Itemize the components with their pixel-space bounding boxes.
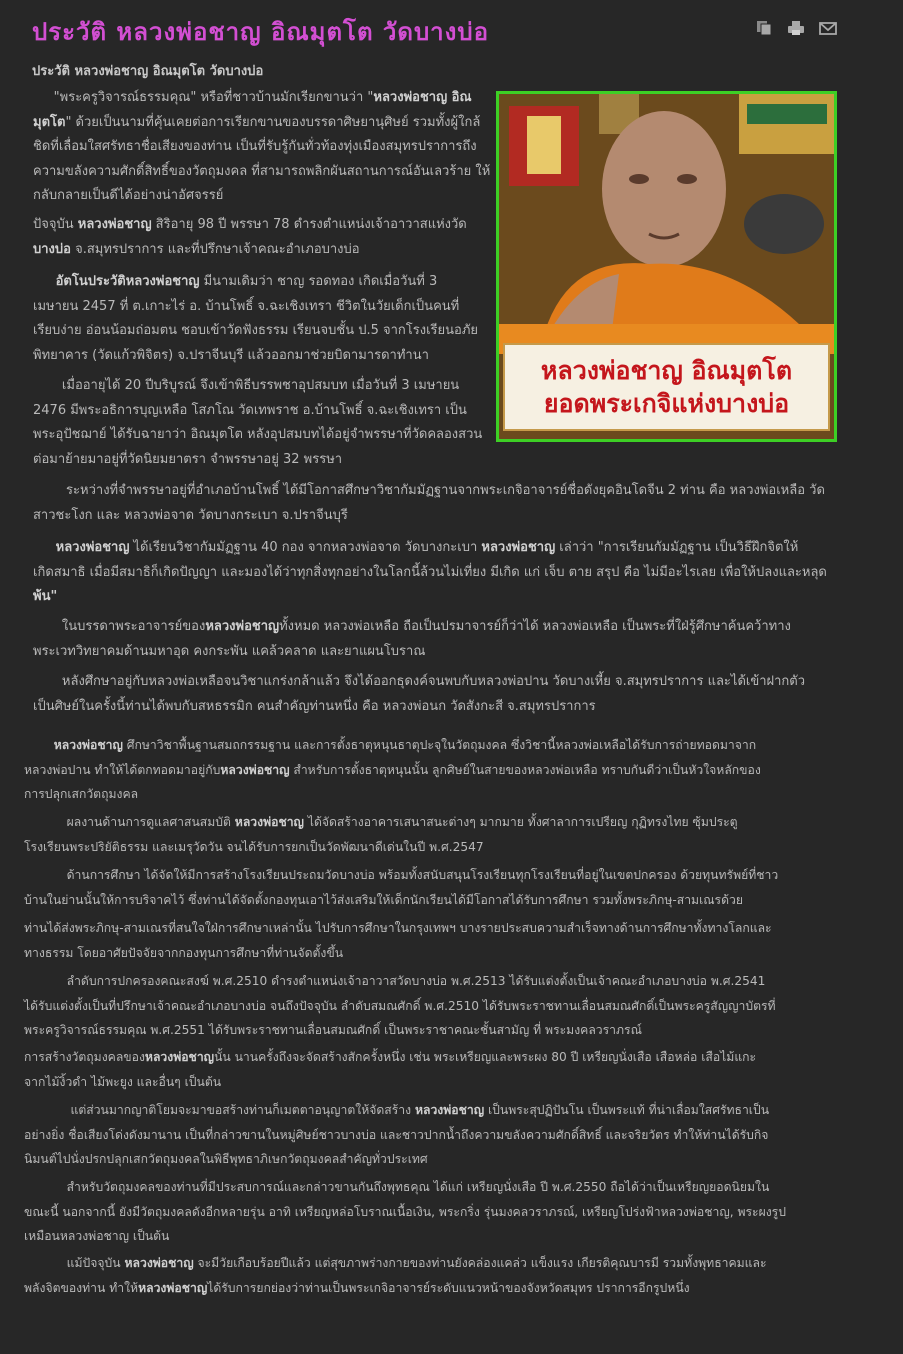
paragraph-line — [24, 758, 794, 783]
text-run: พระครูวิจารณ์ธรรมคุณ พ.ศ.2551 ได้รับพระราชทานเลื่อนสมณศักดิ์ เป็นพระราชาคณะชั้นสามัญ ที่ พระมงคลวราภรณ์ — [24, 1023, 642, 1037]
paragraph-line — [33, 561, 843, 586]
paragraph-line — [24, 994, 794, 1019]
text-run: ศึกษาวิชาพื้นฐานสมถกรรมฐาน และการตั้งธาตุหนุนธาตุปะจุในวัตถุมงคล ซึ่งวิชานี้หลวงพ่อเหลือได้รับการถ่ายทอดมาจาก — [122, 738, 757, 752]
paragraph-line — [24, 1147, 794, 1172]
text-run: การปลุกเสกวัตถุมงคล — [24, 787, 139, 801]
article-paragraph — [33, 615, 843, 664]
paragraph-line — [24, 733, 794, 758]
article-subtitle: ประวัติ หลวงพ่อชาญ อิณมุตโต วัดบางบ่อ — [32, 64, 264, 79]
paragraph-line — [33, 374, 489, 399]
text-run: ทั้งหมด หลวงพ่อเหลือ ถือเป็นปรมาจารย์ก็ว่าได้ หลวงพ่อเหลือ เป็นพระที่ใฝ่รู้ศึกษาค้นคว้าทาง — [279, 619, 791, 634]
caption-line-1: หลวงพ่อชาญ อิณมุตโต — [540, 356, 793, 385]
paragraph-line — [24, 1175, 794, 1200]
paragraph-line — [24, 810, 794, 835]
text-run: พิทยาคาร (วัดแก้วพิจิตร) จ.ปราจีนบุรี แล้วออกมาช่วยบิดามารดาทำนา — [33, 347, 429, 363]
article-paragraph — [24, 1098, 794, 1172]
paragraph-line — [33, 423, 489, 448]
text-run: ผลงานด้านการดูแลศาสนสมบัติ — [24, 815, 235, 829]
text-run: เมื่ออายุได้ 20 ปีบริบูรณ์ จึงเข้าพิธีบรรพชาอุปสมบท เมื่อวันที่ 3 เมษายน — [33, 378, 460, 393]
text-run: "พระครูวิจารณ์ธรรมคุณ" หรือที่ชาวบ้านมักเรียกขานว่า " — [33, 90, 374, 105]
text-run: 2476 มีพระอธิการบุญเหลือ โสภโณ วัดเทพราช อ.บ้านโพธิ์ จ.ฉะเชิงเทรา เป็น — [33, 402, 467, 418]
article-paragraph — [33, 670, 843, 719]
paragraph-line — [33, 536, 843, 561]
text-run: ในบรรดาพระอาจารย์ของ — [33, 619, 206, 634]
text-run: จะมีวัยเกือบร้อยปีแล้ว แต่สุขภาพร่างกายของท่านยังคล่องแคล่ว แข็งแรง เกียรติคุณบารมี รวมทั้งพุทธาคมและ — [193, 1256, 767, 1270]
text-run: เมษายน 2457 ที่ ต.เกาะไร่ อ. บ้านโพธิ์ จ.ฉะเชิงเทรา ชีวิตในวัยเด็กเป็นคนที่ — [33, 298, 460, 314]
paragraph-line — [33, 479, 843, 504]
text-run: ระหว่างที่จำพรรษาอยู่ที่อำเภอบ้านโพธิ์ ได้มีโอกาสศึกษาวิชากัมมัฏฐานจากพระเกจิอาจารย์ชื่อดังยุคอินโดจีน 2 ท่าน คือ หลวงพ่อเหลือ วัด — [33, 483, 825, 498]
image-caption — [503, 343, 830, 431]
paragraph-line — [33, 319, 489, 344]
text-run: การสร้างวัตถุมงคลของ — [24, 1050, 145, 1064]
article-paragraph — [33, 536, 843, 610]
paragraph-line — [33, 160, 489, 185]
text-run: ด้านการศึกษา ได้จัดให้มีการสร้างโรงเรียนประถมวัดบางบ่อ พร้อมทั้งสนับสนุนโรงเรียนทุกโรงเรียนที่อยู่ในเขตปกครอง ด้วยทุนทรัพย์ที่ชาว — [24, 868, 779, 882]
text-run: ได้รับแต่งตั้งเป็นที่ปรึกษาเจ้าคณะอำเภอบางบ่อ จนถึงปัจจุบัน ลำดับสมณศักดิ์ พ.ศ.2510 ได้รับพระราชทานเลื่อนสมณศักดิ์เป็นพระครูสัญญาบัตรที่ — [24, 998, 776, 1013]
bold-text: หลวงพ่อชาญ — [234, 815, 304, 829]
bold-text: หลวงพ่อชาญ — [144, 1050, 215, 1064]
text-run: มีนามเดิมว่า ชาญ รอดทอง เกิดเมื่อวันที่ 3 — [199, 274, 438, 289]
bold-text: มุตโต — [33, 114, 66, 130]
text-run: ขณะนี้ นอกจากนี้ ยังมีวัตถุมงคลดังอีกหลายรุ่น อาทิ เหรียญหล่อโบราณเนื้อเงิน, พระกริ่ง รุ่นมงคลวราภรณ์, เหรียญโปร่งฟ้าหลวงพ่อชาญ, พระผงรูป — [24, 1204, 786, 1219]
caption-line-2: ยอดพระเกจิแห่งบางบ่อ — [543, 389, 790, 418]
text-run: ต่อมาย้ายมาอยู่ที่วัดนิยมยาตรา จำพรรษาอยู่ 32 พรรษา — [33, 451, 343, 467]
bold-text: หลวงพ่อชาญ — [24, 738, 123, 752]
bold-text: หลวงพ่อชาญ — [205, 619, 280, 634]
paragraph-line — [24, 835, 794, 860]
paragraph-line — [24, 1098, 794, 1123]
article-paragraph — [24, 1175, 794, 1249]
paragraph-line — [33, 135, 489, 160]
article-paragraph — [24, 969, 794, 1043]
text-run: จ.สมุทรปราการ และที่ปรึกษาเจ้าคณะอำเภอบางบ่อ — [70, 241, 360, 257]
paragraph-line — [33, 615, 843, 640]
text-run: ได้รับการยกย่องว่าท่านเป็นพระเกจิอาจารย์ระดับแนวหน้าของจังหวัดสมุทร ปราการอีกรูปหนึ่ง — [207, 1280, 690, 1295]
text-run: เรียบง่าย อ่อนน้อมถ่อมตน ชอบเข้าวัดฟังธรรม เรียนจบชั้น ป.5 จากโรงเรียนอภัย — [33, 323, 479, 338]
text-run: พระอุปัชฌาย์ ได้รับฉายาว่า อิณมุตโต หลังอุปสมบทได้อยู่จำพรรษาที่วัดคลองสวน — [33, 427, 483, 442]
text-run: กลับกลายเป็นดีได้อย่างน่าอัศจรรย์ — [33, 188, 224, 203]
text-run: ความขลังความศักดิ์สิทธิ์ของวัตถุมงคล ที่สามารถพลิกผันสถานการณ์อันเลวร้าย ให้ — [33, 163, 491, 179]
paragraph-line — [33, 86, 489, 111]
bold-text: หลวงพ่อชาญ — [481, 540, 556, 555]
text-run: ได้จัดสร้างอาคารเสนาสนะต่างๆ มากมาย ทั้งศาลาการเปรียญ กุฏิทรงไทย ซุ้มประตู — [303, 815, 738, 829]
bold-text: หลวงพ่อชาญ — [77, 217, 152, 232]
article-paragraph — [24, 1251, 794, 1300]
article-paragraph — [24, 1045, 794, 1094]
text-run: ได้เรียนวิชากัมมัฏฐาน 40 กอง จากหลวงพ่อจาด วัดบางกะเบา — [129, 540, 482, 555]
text-run: จากไม้งิ้วดำ ไม้พะยูง และอื่นๆ เป็นต้น — [24, 1074, 222, 1089]
text-run: นั้น นานครั้งถึงจะจัดสร้างสักครั้งหนึ่ง เช่น พระเหรียญและพระผง 80 ปี เหรียญนั่งเสือ เสือหล่อ เสือไม้แกะ — [214, 1050, 757, 1064]
article-paragraph — [24, 916, 794, 965]
text-run: ท่านได้ส่งพระภิกษุ-สามเณรที่สนใจใฝ่การศึกษาเหล่านั้น ไปรับการศึกษาในกรุงเทพฯ บางรายประสบความสำเร็จทางด้านการศึกษาทั้งทางโลกและ — [24, 921, 772, 935]
paragraph-line — [24, 1224, 794, 1249]
paragraph-line — [33, 399, 489, 424]
bold-text: หลวงพ่อชาญ — [414, 1103, 485, 1117]
text-run: ชิดที่เลื่อมใสศรัทธาชื่อเสียงของท่าน เป็นที่รับรู้กันทั่วท้องทุ่งเมืองสมุทรปราการถึง — [33, 139, 477, 154]
bold-text: หลวงพ่อชาญ — [138, 1280, 208, 1295]
text-run: สิริอายุ 98 ปี พรรษา 78 ดำรงตำแหน่งเจ้าอาวาสแห่งวัด — [151, 217, 467, 232]
paragraph-line — [33, 695, 843, 720]
bold-text: อัตโนประวัติหลวงพ่อชาญ — [33, 274, 200, 289]
article-paragraph — [24, 733, 794, 807]
paragraph-line — [24, 941, 794, 966]
email-icon[interactable] — [819, 20, 837, 36]
article-paragraph — [24, 863, 794, 912]
text-run: โรงเรียนพระปริยัติธรรม และเมรุวัดวัน จนได้รับการยกเป็นวัดพัฒนาดีเด่นในปี พ.ศ.2547 — [24, 839, 484, 854]
paragraph-line — [24, 1123, 794, 1148]
text-run: เกิดสมาธิ เมื่อมีสมาธิก็เกิดปัญญา และมองได้ว่าทุกสิ่งทุกอย่างในโลกนี้ล้วนไม่เที่ยง มีเกิด แก่ เจ็บ ตาย สรุป คือ ไม่มีอะไรเลย เพื่อให้ปลงและหลุด — [33, 564, 827, 580]
page-title: ประวัติ หลวงพ่อชาญ อิณมุตโต วัดบางบ่อ — [32, 18, 490, 46]
article-paragraph — [33, 479, 843, 528]
paragraph-line — [24, 916, 794, 941]
paragraph-line — [24, 782, 794, 807]
paragraph-line — [24, 888, 794, 913]
text-run: ปัจจุบัน — [33, 217, 78, 232]
text-run: อย่างยิ่ง ชื่อเสียงโด่งดังมานาน เป็นที่กล่าวขานในหมู่ศิษย์ชาวบางบ่อ และชาวปากน้ำถึงความขลังความศักดิ์สิทธิ์ และจริยวัตร ทำให้ท่านได้รับกิจ — [24, 1127, 769, 1142]
paragraph-line — [33, 504, 843, 529]
text-run: สาวชะโงก และ หลวงพ่อจาด วัดบางกระเบา จ.ปราจีนบุรี — [33, 507, 348, 523]
bold-text: หลวงพ่อชาญ อิณ — [373, 90, 472, 105]
text-run: บ้านในย่านนั้นให้การบริจาคไว้ ซึ่งท่านได้จัดตั้งกองทุนเอาไว้ส่งเสริมให้เด็กนักเรียนได้มีโอกาสได้รับการศึกษา รวมทั้งพระภิกษุ-สามเณรด้วย — [24, 892, 743, 907]
text-run: " ด้วยเป็นนามที่คุ้นเคยต่อการเรียกขานของบรรดาศิษยานุศิษย์ รวมทั้งผู้ใกล้ — [65, 114, 481, 130]
text-run: เหมือนหลวงพ่อชาญ เป็นต้น — [24, 1229, 170, 1243]
paragraph-line — [33, 640, 843, 665]
paragraph-line — [33, 670, 843, 695]
paragraph-line — [33, 448, 489, 473]
text-run: เป็นพระสุปฏิปันโน เป็นพระแท้ ที่น่าเลื่อมใสศรัทธาเป็น — [484, 1103, 770, 1117]
text-run: นิมนต์ไปนั่งปรกปลุกเสกวัตถุมงคลในพิธีพุทธาภิเษกวัตถุมงคลสำคัญทั่วประเทศ — [24, 1152, 428, 1166]
text-run: พลังจิตของท่าน ทำให้ — [24, 1280, 139, 1295]
text-run: หลวงพ่อปาน ทำให้ได้ตกทอดมาอยู่กับ — [24, 762, 221, 777]
paragraph-line — [24, 1070, 794, 1095]
paragraph-line — [33, 295, 489, 320]
paragraph-line — [24, 1276, 794, 1301]
paragraph-line — [33, 238, 489, 263]
monk-portrait-image — [496, 91, 837, 442]
paragraph-line — [33, 585, 843, 610]
text-run: สำหรับวัตถุมงคลของท่านที่มีประสบการณ์และกล่าวขานกันถึงพุทธคุณ ได้แก่ เหรียญนั่งเสือ ปี พ.ศ.2550 ถือได้ว่าเป็นเหรียญยอดนิยมใน — [24, 1180, 770, 1194]
article-paragraph — [24, 810, 794, 859]
paragraph-line — [33, 344, 489, 369]
bold-text: หลวงพ่อชาญ — [220, 762, 290, 777]
text-run: หลังศึกษาอยู่กับหลวงพ่อเหลือจนวิชาแกร่งกล้าแล้ว จึงได้ออกธุดงค์จนพบกับหลวงพ่อปาน วัดบางเหี้ย จ.สมุทรปราการ และได้เข้าฝากตัว — [33, 674, 806, 689]
bold-text: หลวงพ่อชาญ — [33, 540, 130, 555]
article-paragraph — [33, 213, 489, 262]
bold-text: พ้น" — [33, 589, 58, 604]
article-paragraph — [33, 270, 489, 368]
text-run: ทางธรรม โดยอาศัยปัจจัยจากกองทุนการศึกษาที่ท่านจัดตั้งขึ้น — [24, 945, 344, 960]
paragraph-line — [33, 213, 489, 238]
bold-text: บางบ่อ — [33, 241, 71, 257]
paragraph-line — [33, 111, 489, 136]
bold-text: หลวงพ่อชาญ — [124, 1256, 194, 1270]
text-run: แต่ส่วนมากญาติโยมจะมาขอสร้างท่านก็เมตตาอนุญาตให้จัดสร้าง — [24, 1103, 415, 1117]
text-run: สำหรับการตั้งธาตุหนุนนั้น ลูกศิษย์ในสายของหลวงพ่อเหลือ ทราบกันดีว่าเป็นหัวใจหลักของ — [289, 762, 761, 777]
article-toolbar — [755, 20, 837, 36]
text-run: ลำดับการปกครองคณะสงฆ์ พ.ศ.2510 ดำรงตำแหน่งเจ้าอาวาสวัดบางบ่อ พ.ศ.2513 ได้รับแต่งตั้งเป็นเจ้าคณะอำเภอบางบ่อ พ.ศ.2541 — [24, 974, 766, 988]
paragraph-line — [24, 1018, 794, 1043]
paragraph-line — [33, 184, 489, 209]
article-paragraph — [33, 374, 489, 472]
text-run: แม้ปัจจุบัน — [24, 1256, 125, 1270]
paragraph-line — [24, 969, 794, 994]
paragraph-line — [24, 1045, 794, 1070]
copy-icon[interactable] — [755, 20, 773, 36]
text-run: เล่าว่า "การเรียนกัมมัฏฐาน เป็นวิธีฝึกจิตให้ — [555, 540, 799, 555]
paragraph-line — [33, 270, 489, 295]
paragraph-line — [24, 1251, 794, 1276]
paragraph-line — [24, 863, 794, 888]
text-run: เป็นศิษย์ในครั้งนี้ท่านได้พบกับสหธรรมิก คนสำคัญท่านหนึ่ง คือ หลวงพ่อนก วัดสังกะสี จ.สมุทรปราการ — [33, 698, 596, 714]
text-run: พระเวทวิทยาคมด้านมหาอุด คงกระพัน แคล้วคลาด และยาแผนโบราณ — [33, 643, 426, 659]
article-paragraph — [33, 86, 489, 209]
paragraph-line — [24, 1200, 794, 1225]
print-icon[interactable] — [787, 20, 805, 36]
